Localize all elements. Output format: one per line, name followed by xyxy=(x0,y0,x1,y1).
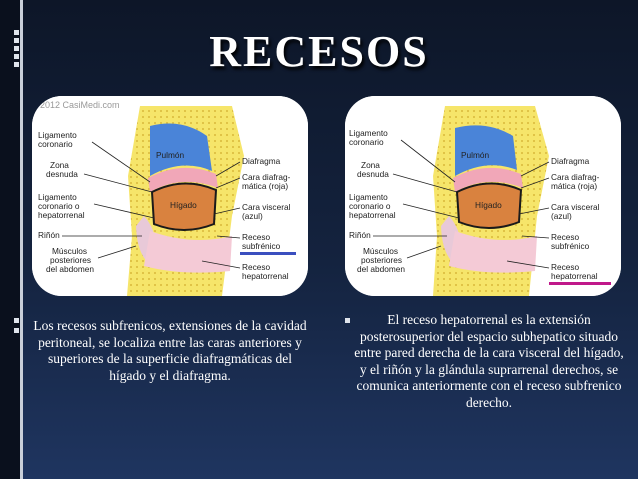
diagram-label: Músculos xyxy=(52,246,88,256)
pulmon-label: Pulmón xyxy=(156,150,185,160)
left-anatomy-figure xyxy=(32,96,308,296)
diagram-label: Ligamento xyxy=(38,130,77,140)
anatomy-diagram-left xyxy=(32,96,308,296)
diagram-label: Ligamento xyxy=(349,192,388,202)
diagram-label: coronario xyxy=(349,137,384,147)
right-caption: El receso hepatorrenal es la extensión posterosuperior del espacio subhepatico situado entre pared derecha de la cara visceral del hígado, y el riñón y la glándula suprarrenal derechos, se comunica anteriormente con el receso subfrenico derecho. xyxy=(354,312,624,410)
diagram-label: Cara diafrag- xyxy=(242,172,291,182)
higado-label: Hígado xyxy=(170,200,197,210)
diagram-label: Receso xyxy=(551,232,580,242)
highlight-underline xyxy=(549,282,611,285)
anatomy-diagram-right xyxy=(345,96,621,296)
diagram-label: subfrénico xyxy=(551,241,590,251)
diagram-label: Diafragma xyxy=(551,156,590,166)
diagram-label: desnuda xyxy=(46,169,78,179)
decorative-square xyxy=(14,328,19,333)
diagram-label: desnuda xyxy=(357,169,389,179)
highlight-underline xyxy=(240,252,296,255)
left-caption: Los recesos subfrenicos, extensiones de la cavidad peritoneal, se localiza entre las caras anteriores y superiores de la superficie diafragmáticas del hígado y el diafragma. xyxy=(33,318,307,383)
diagram-label: Zona xyxy=(50,160,69,170)
diagram-label: posteriores xyxy=(361,255,403,265)
diagram-label: subfrénico xyxy=(242,241,281,251)
diagram-label: Cara visceral xyxy=(242,202,291,212)
diagram-label: Receso xyxy=(242,232,271,242)
diagram-label xyxy=(242,172,291,191)
diagram-label: del abdomen xyxy=(46,264,94,274)
diagram-label xyxy=(38,130,77,149)
diagram-label xyxy=(349,128,388,147)
diagram-label: Diafragma xyxy=(242,156,281,166)
diagram-label: coronario o xyxy=(349,201,391,211)
diagram-label: Músculos xyxy=(363,246,399,256)
diagram-label: Receso xyxy=(242,262,271,272)
right-anatomy-figure xyxy=(345,96,621,296)
diagram-label: mática (roja) xyxy=(242,181,289,191)
decorative-square xyxy=(345,318,350,323)
diagram-label: mática (roja) xyxy=(551,181,598,191)
higado-label: Hígado xyxy=(475,200,502,210)
diagram-label: Cara visceral xyxy=(551,202,600,212)
diagram-label: Receso xyxy=(551,262,580,272)
diagram-label xyxy=(551,172,600,191)
diagram-label: coronario xyxy=(38,139,73,149)
diagram-label: hepatorrenal xyxy=(242,271,289,281)
decorative-square xyxy=(14,318,19,323)
diagram-label: coronario o xyxy=(38,201,80,211)
watermark: 2012 CasiMedi.com xyxy=(40,100,120,110)
diagram-label: Riñón xyxy=(349,230,371,240)
diagram-label: Ligamento xyxy=(349,128,388,138)
diagram-label: posteriores xyxy=(50,255,92,265)
diagram-label: Ligamento xyxy=(38,192,77,202)
slide-title: RECESOS xyxy=(209,27,429,76)
pulmon-label: Pulmón xyxy=(461,150,490,160)
diagram-label: (azul) xyxy=(242,211,263,221)
diagram-label: Zona xyxy=(361,160,380,170)
diagram-label: Riñón xyxy=(38,230,60,240)
diagram-label: hepatorrenal xyxy=(349,210,396,220)
diagram-label: hepatorrenal xyxy=(38,210,85,220)
diagram-label: Cara diafrag- xyxy=(551,172,600,182)
diagram-label: del abdomen xyxy=(357,264,405,274)
diagram-label: hepatorrenal xyxy=(551,271,598,281)
diagram-label: (azul) xyxy=(551,211,572,221)
